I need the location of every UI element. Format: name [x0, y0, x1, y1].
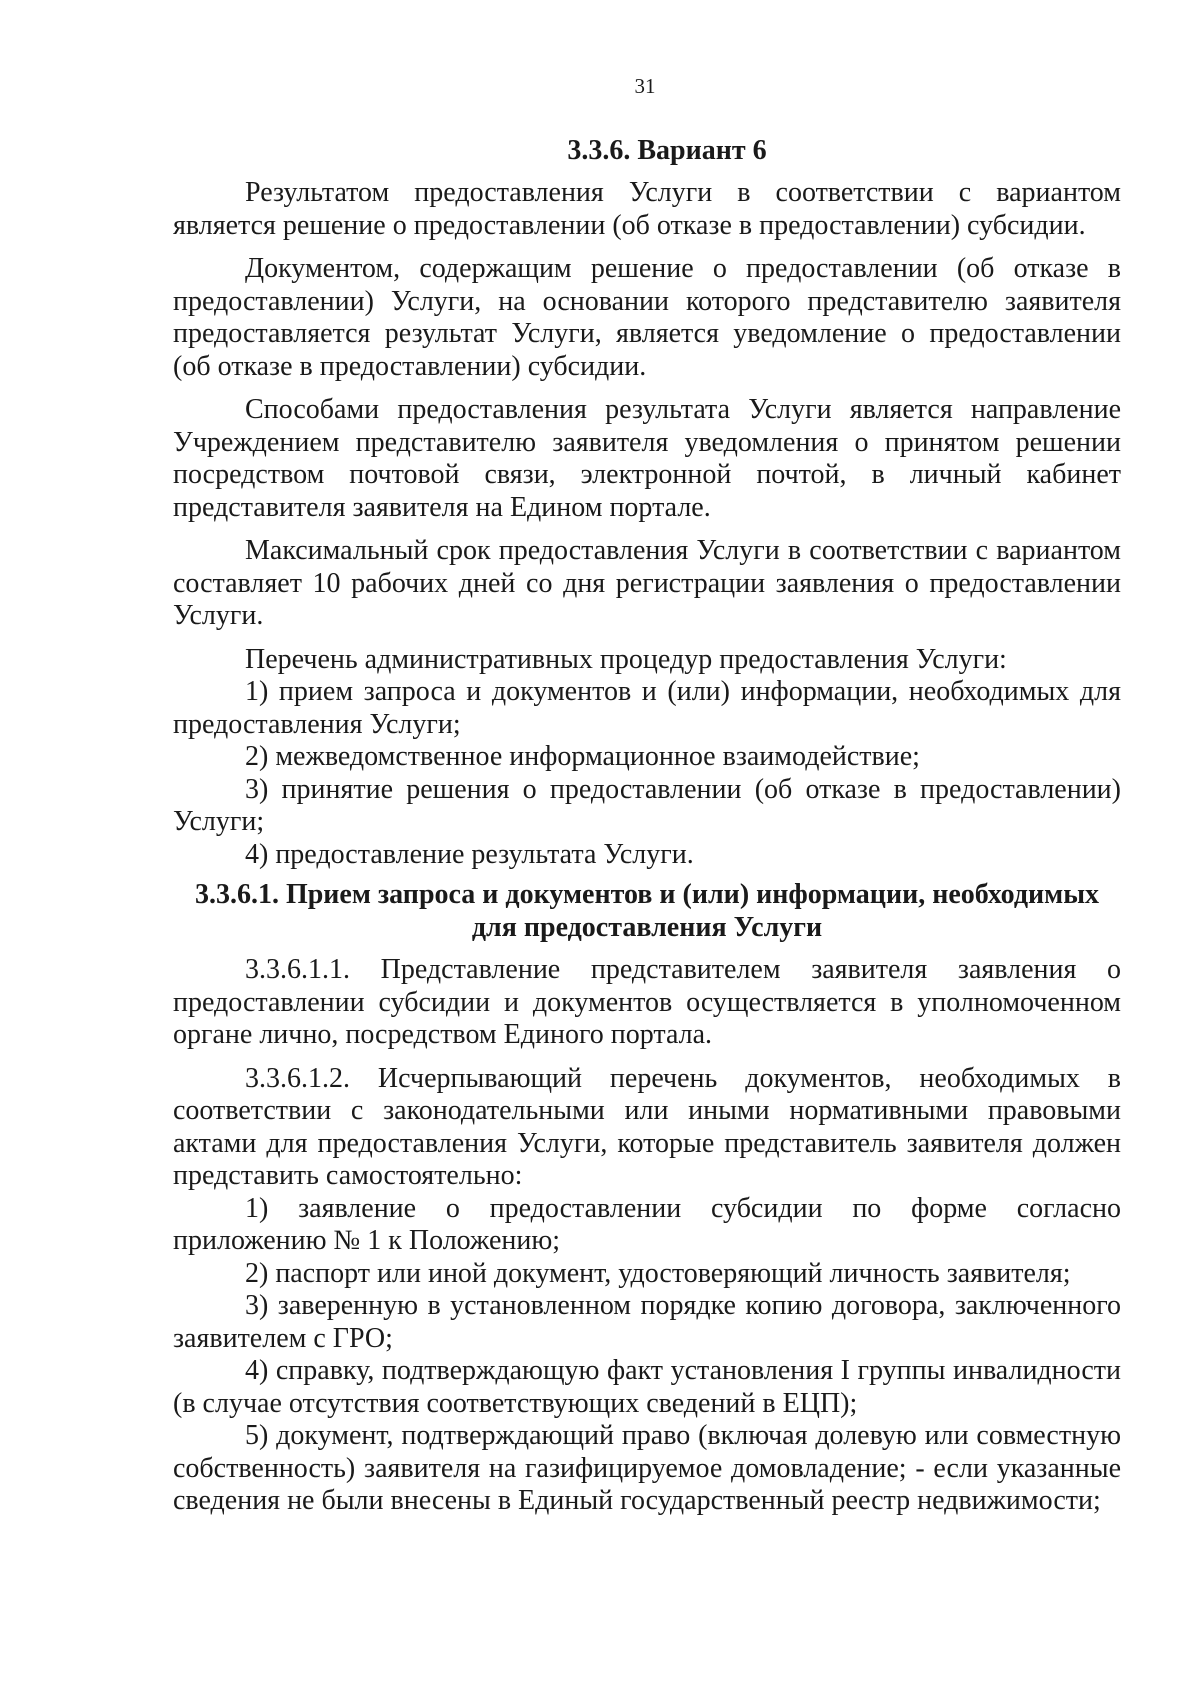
procedure-item: 2) межведомственное информационное взаимодействие; — [245, 741, 920, 772]
subsection-title: 3.3.6.1. Прием запроса и документов и (или) информации, необходимых для предоставления Услуги — [194, 879, 1100, 943]
document-item: 5) документ, подтверждающий право (включая долевую или совместную собственность) заявителя на газифицируемое домовладение; - если указанные сведения не были внесены в Единый государственный реестр недвижимости; — [173, 1420, 1121, 1516]
section-title: 3.3.6. Вариант 6 — [567, 135, 767, 166]
paragraph-max-term: Максимальный срок предоставления Услуги в соответствии с вариантом составляет 10 рабочих дней со дня регистрации заявления о предоставлении Услуги. — [173, 535, 1121, 631]
procedures-intro: Перечень административных процедур предоставления Услуги: — [245, 643, 1007, 675]
paragraph-result-delivery: Способами предоставления результата Услуги является направление Учреждением представителю заявителя уведомления о принятом решении посредством почтовой связи, электронной почтой, в личный кабинет представителя заявителя на Едином портале. — [173, 394, 1121, 523]
page-content — [173, 135, 1121, 1518]
paragraph-documents-list-intro: 3.3.6.1.2. Исчерпывающий перечень документов, необходимых в соответствии с законодательными или иными нормативными правовыми актами для предоставления Услуги, которые представитель заявителя должен представить самостоятельно: — [173, 1062, 1121, 1191]
paragraph-result: Результатом предоставления Услуги в соответствии с вариантом является решение о предоставлении (об отказе в предоставлении) субсидии. — [173, 177, 1121, 241]
document-item: 2) паспорт или иной документ, удостоверяющий личность заявителя; — [245, 1257, 1071, 1289]
document-item: 1) заявление о предоставлении субсидии по форме согласно приложению № 1 к Положению; — [173, 1192, 1121, 1256]
procedure-item: 3) принятие решения о предоставлении (об отказе в предоставлении) Услуги; — [173, 773, 1121, 837]
procedure-item: 4) предоставление результата Услуги. — [245, 838, 694, 870]
document-item: 4) справку, подтверждающую факт установления I группы инвалидности (в случае отсутствия соответствующих сведений в ЕЦП); — [173, 1355, 1121, 1419]
document-item: 3) заверенную в установленном порядке копию договора, заключенного заявителем с ГРО; — [173, 1290, 1121, 1354]
page-number: 31 — [634, 74, 656, 98]
paragraph-result-document: Документом, содержащим решение о предоставлении (об отказе в предоставлении) Услуги, на основании которого представителю заявителя предоставляется результат Услуги, является уведомление о предоставлении (об отказе в предоставлении) субсидии. — [173, 253, 1121, 382]
paragraph-submission: 3.3.6.1.1. Представление представителем заявителя заявления о предоставлении субсидии и документов осуществляется в уполномоченном органе лично, посредством Единого портала. — [173, 954, 1121, 1050]
procedure-item: 1) прием запроса и документов и (или) информации, необходимых для предоставления Услуги; — [173, 676, 1121, 740]
